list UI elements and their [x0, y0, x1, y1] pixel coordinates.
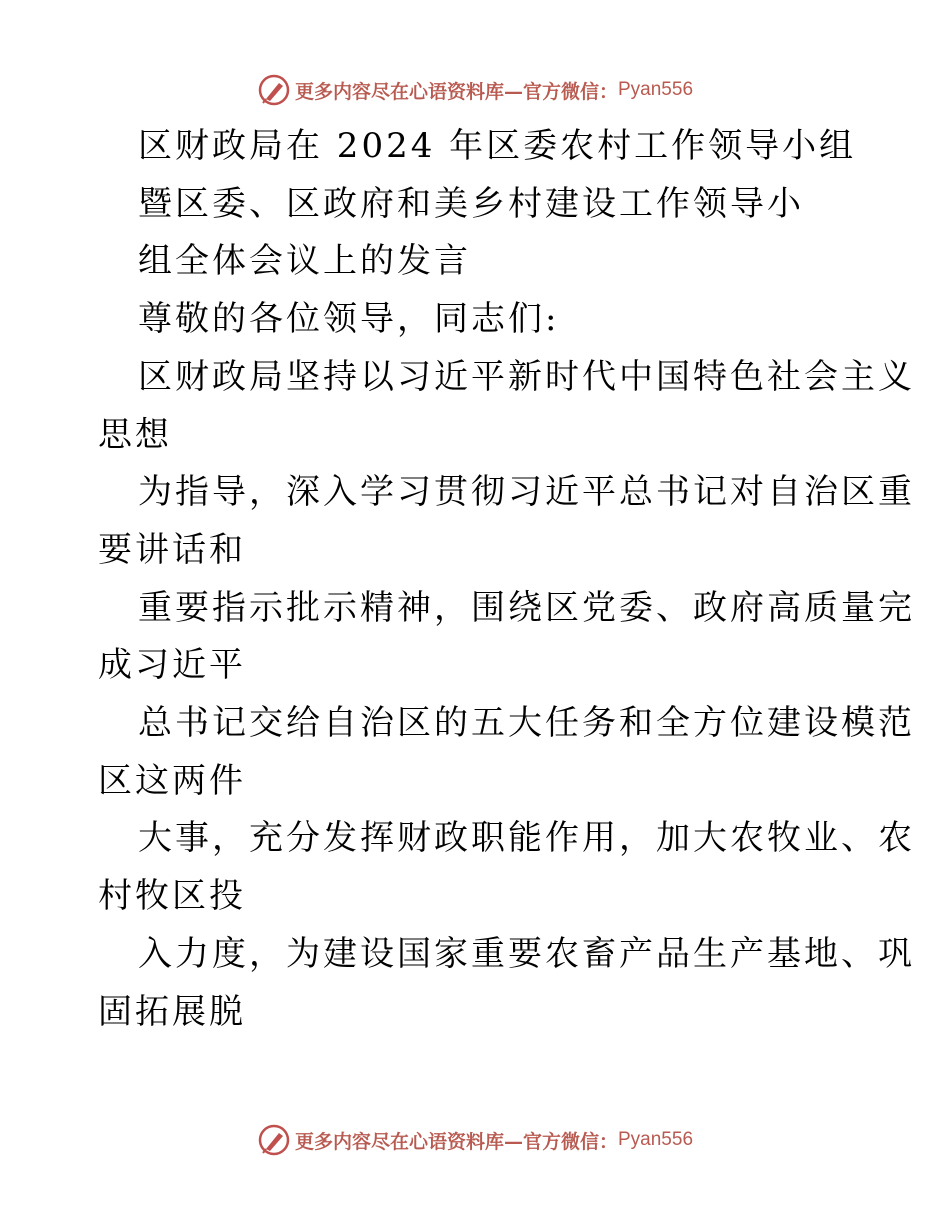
paragraph-line: 思想 — [98, 414, 172, 455]
paragraph-line: 为指导，深入学习贯彻习近平总书记对自治区重 — [138, 472, 915, 513]
salutation: 尊敬的各位领导，同志们: — [138, 299, 560, 340]
paragraph-line: 总书记交给自治区的五大任务和全方位建设模范 — [138, 703, 915, 744]
paragraph-line: 大事，充分发挥财政职能作用，加大农牧业、农 — [138, 818, 915, 859]
wechat-id: Pyan556 — [618, 1129, 694, 1150]
wechat-id: Pyan556 — [618, 79, 694, 100]
title-line: 组全体会议上的发言 — [138, 241, 471, 282]
banner-text: 更多内容尽在心语资料库—官方微信： — [294, 1130, 618, 1153]
paragraph-line: 区这两件 — [98, 760, 246, 801]
paragraph-line: 固拓展脱 — [98, 991, 246, 1032]
quill-pen-logo-icon — [257, 73, 291, 107]
title-line: 暨区委、区政府和美乡村建设工作领导小 — [138, 183, 804, 224]
title-line: 区财政局在 2024 年区委农村工作领导小组 — [138, 126, 857, 166]
banner-text: 更多内容尽在心语资料库—官方微信： — [294, 80, 618, 103]
paragraph-line: 村牧区投 — [98, 876, 246, 917]
paragraph-line: 要讲话和 — [98, 529, 246, 570]
paragraph-line: 成习近平 — [98, 645, 246, 686]
quill-pen-logo-icon — [257, 1123, 291, 1157]
footer-banner — [0, 1120, 950, 1160]
document-body — [98, 118, 915, 1041]
header-banner — [0, 70, 950, 110]
paragraph-line: 入力度，为建设国家重要农畜产品生产基地、巩 — [138, 933, 915, 974]
paragraph-line: 重要指示批示精神，围绕区党委、政府高质量完 — [138, 587, 915, 628]
paragraph-line: 区财政局坚持以习近平新时代中国特色社会主义 — [138, 356, 915, 397]
